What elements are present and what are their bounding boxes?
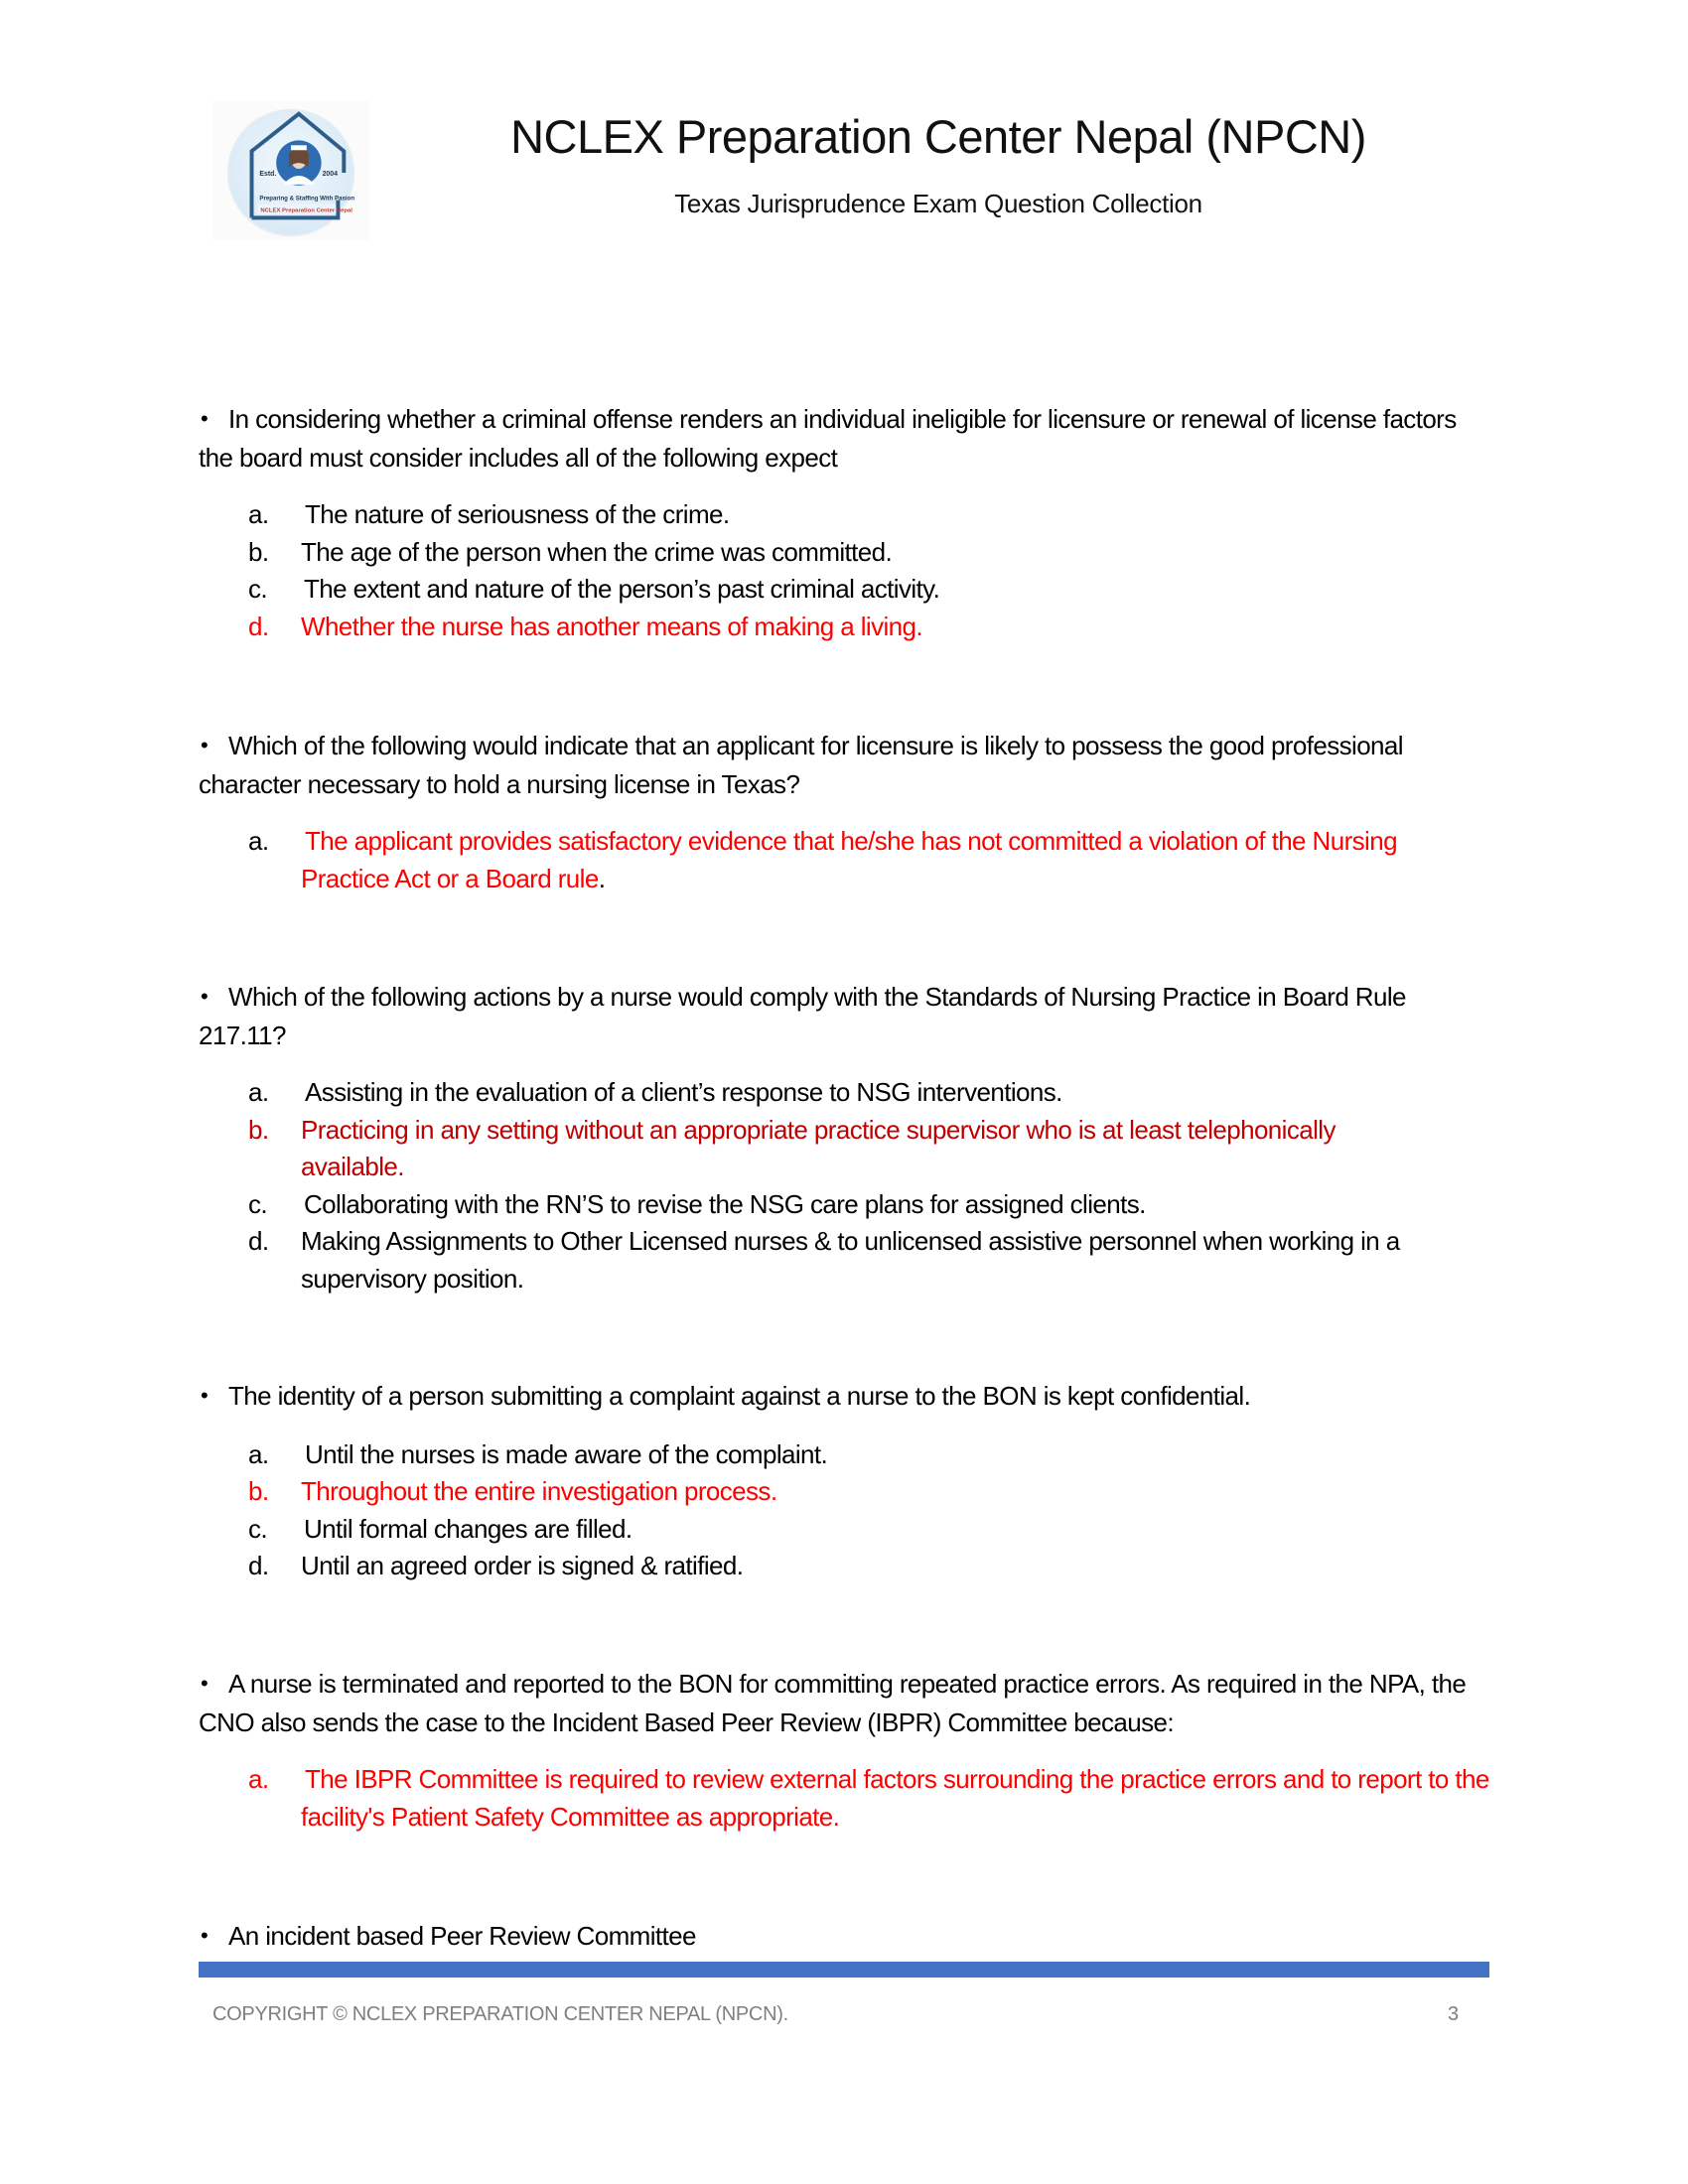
question-5 <box>199 1666 1489 1836</box>
option-a: a. Assisting in the evaluation of a client’s response to NSG interventions. <box>248 1077 1062 1107</box>
footer-divider-bar <box>199 1962 1489 1978</box>
options-list <box>199 496 1489 645</box>
options-list <box>199 823 1489 897</box>
question-6 <box>199 1918 1489 1957</box>
page-subtitle: Texas Jurisprudence Exam Question Collection <box>674 189 1202 218</box>
option-a-correct-answer: a. The IBPR Committee is required to review external factors surrounding the practice errors and to report to the facility's Patient Safety Committee as appropriate. <box>248 1764 1489 1832</box>
question-stem: • Which of the following would indicate that an applicant for licensure is likely to possess the good professional character necessary to hold a nursing license in Texas? <box>199 728 1489 803</box>
bullet-icon: • <box>201 733 209 757</box>
footer-copyright: COPYRIGHT © NCLEX PREPARATION CENTER NEPAL (NPCN). <box>212 2003 788 2025</box>
question-stem: • An incident based Peer Review Committee <box>199 1918 1489 1957</box>
option-a: a. Until the nurses is made aware of the complaint. <box>248 1438 828 1469</box>
option-c: c. The extent and nature of the person’s past criminal activity. <box>248 574 940 604</box>
option-c: c. Collaborating with the RN’S to revise the NSG care plans for assigned clients. <box>248 1188 1146 1219</box>
option-a: a. The nature of seriousness of the crime. <box>248 499 730 529</box>
question-2 <box>199 728 1489 897</box>
bullet-icon: • <box>201 1923 209 1948</box>
question-4 <box>199 1378 1489 1585</box>
options-list <box>199 1761 1489 1836</box>
page-number: 3 <box>1448 2003 1460 2025</box>
option-b-correct-answer: b. Throughout the entire investigation process. <box>248 1476 777 1506</box>
svg-text:Estd.: Estd. <box>259 170 277 178</box>
svg-text:Preparing & Staffing With Pasi: Preparing & Staffing With Pasion <box>259 195 355 203</box>
option-a-correct-answer: a. The applicant provides satisfactory evidence that he/she has not committed a violation of the Nursing Practice Act or a Board rule. <box>248 826 1397 893</box>
option-b-correct-answer: b. Practicing in any setting without an appropriate practice supervisor who is at least telephonically available. <box>248 1114 1336 1181</box>
question-stem: • In considering whether a criminal offense renders an individual ineligible for licensure or renewal of license factors the board must consider includes all of the following expect <box>199 401 1489 477</box>
question-stem: • Which of the following actions by a nurse would comply with the Standards of Nursing Practice in Board Rule 217.11? <box>199 979 1489 1054</box>
bullet-icon: • <box>201 406 209 431</box>
options-list <box>199 1436 1489 1585</box>
bullet-icon: • <box>201 1383 209 1408</box>
bullet-icon: • <box>201 1671 209 1696</box>
options-list <box>199 1074 1489 1297</box>
page-title: NCLEX Preparation Center Nepal (NPCN) <box>510 110 1366 163</box>
svg-text:NCLEX Preparation Center Nepal: NCLEX Preparation Center Nepal <box>260 207 352 214</box>
npcn-logo <box>212 101 369 240</box>
question-stem: • The identity of a person submitting a complaint against a nurse to the BON is kept confidential. <box>199 1378 1489 1417</box>
svg-text:2004: 2004 <box>322 170 338 178</box>
option-c: c. Until formal changes are filled. <box>248 1513 633 1544</box>
question-3 <box>199 979 1489 1297</box>
option-d-correct-answer: d. Whether the nurse has another means of making a living. <box>248 611 923 641</box>
bullet-icon: • <box>201 984 209 1009</box>
question-stem: • A nurse is terminated and reported to the BON for committing repeated practice errors. As required in the NPA, the CNO also sends the case to the Incident Based Peer Review (IBPR) Committee because: <box>199 1666 1489 1741</box>
option-b: b. The age of the person when the crime was committed. <box>248 536 893 567</box>
question-1 <box>199 401 1489 645</box>
option-d: d. Making Assignments to Other Licensed nurses & to unlicensed assistive personnel when working in a supervisory position. <box>248 1226 1400 1294</box>
option-d: d. Until an agreed order is signed & ratified. <box>248 1551 744 1580</box>
house-nurse-logo-icon <box>212 101 369 240</box>
